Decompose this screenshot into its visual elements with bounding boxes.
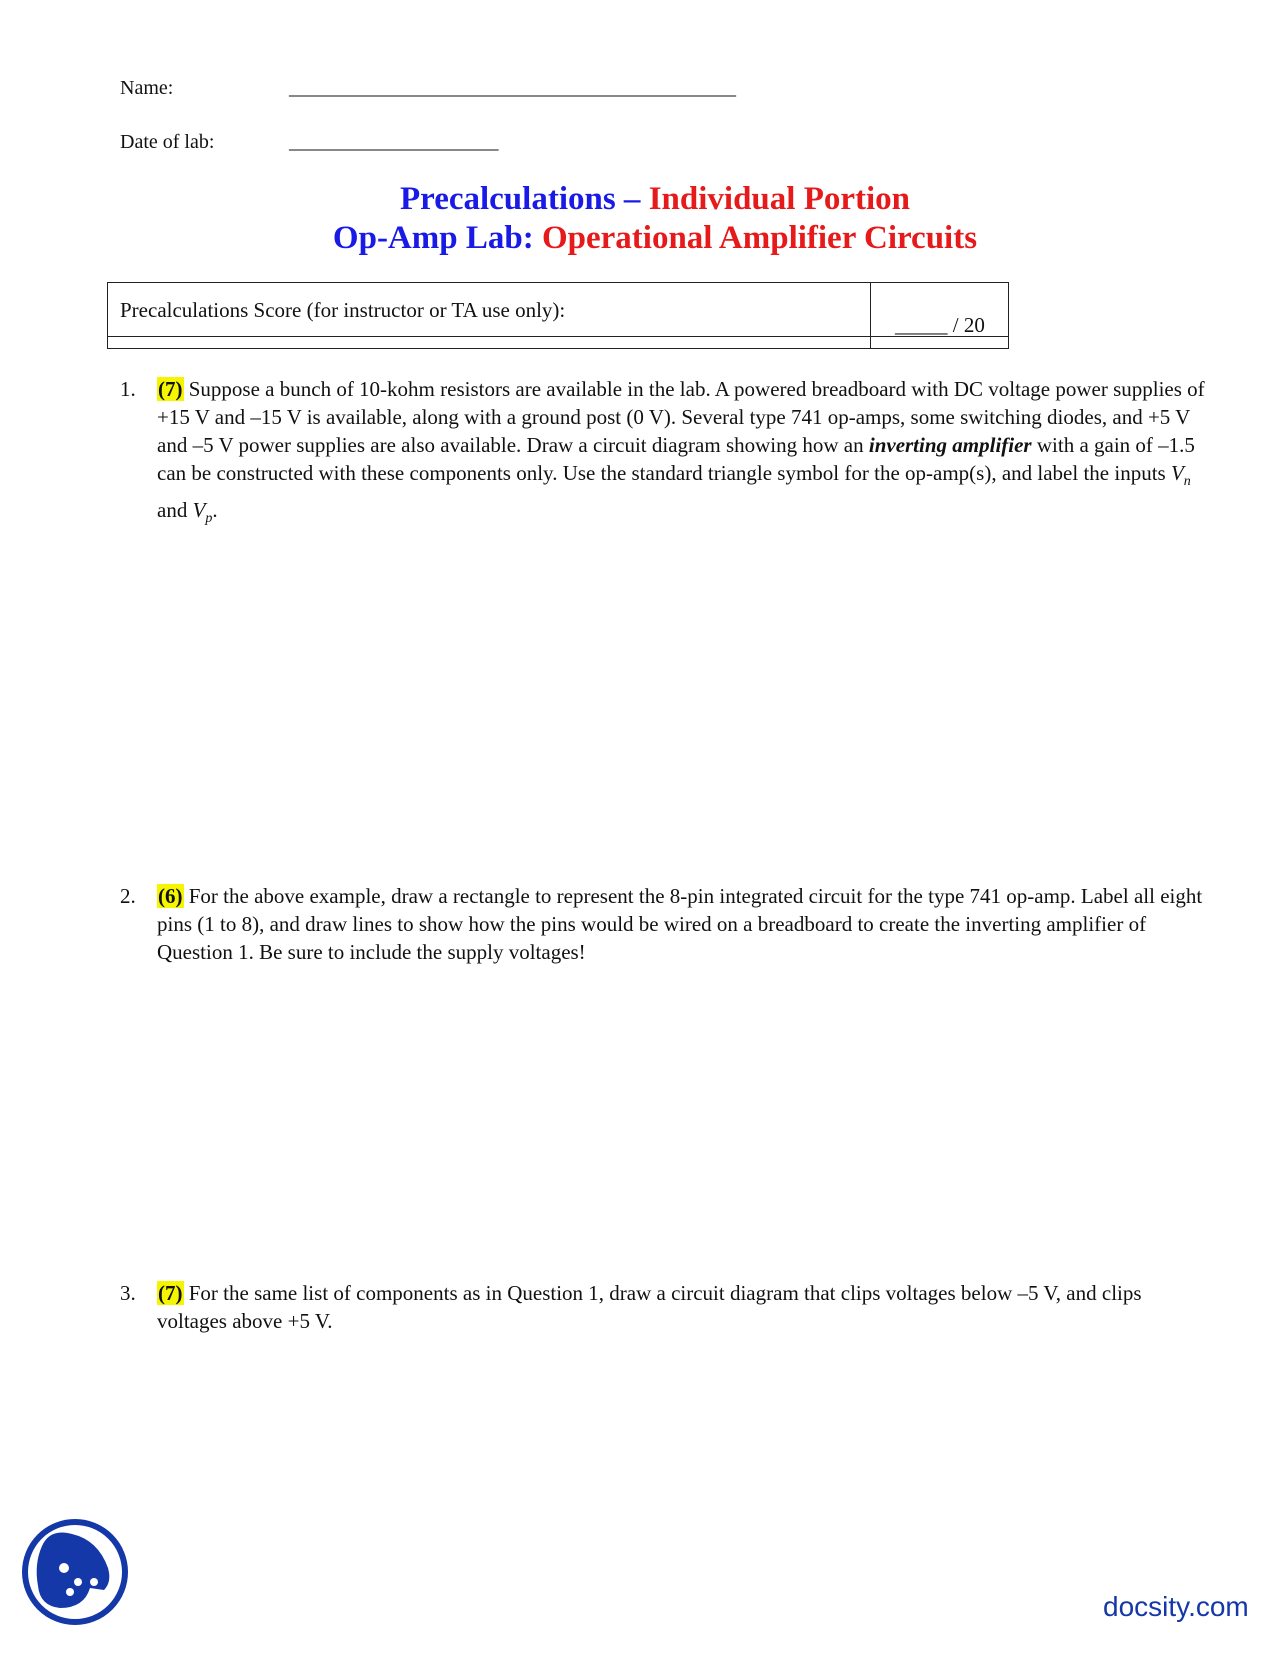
- question-1-text: [157, 375, 1207, 533]
- title-individual-portion: Individual Portion: [648, 181, 911, 217]
- question-1-sub-p: p: [205, 511, 213, 527]
- question-1-body-b: with a gain of –1.5 can be constructed with these components only. Use the standard triangle symbol for the op-amp(s), and label the inputs: [157, 433, 1195, 485]
- title-precalculations: Precalculations –: [399, 181, 641, 217]
- name-label: Name:: [120, 77, 174, 99]
- question-1-var-n: V: [1170, 461, 1184, 485]
- title-line-1: [0, 179, 1280, 219]
- question-1-emphasis: inverting amplifier: [868, 433, 1032, 457]
- name-blank-line[interactable]: _______________________________________________: [289, 77, 736, 99]
- question-2-body: For the above example, draw a rectangle to represent the 8-pin integrated circuit for the type 741 op-amp. Label all eight pins (1 to 8), and draw lines to show how the pins would be wired on a breadboard to create the inverting amplifier of Question 1. Be sure to include the supply voltages!: [157, 884, 1203, 964]
- question-1-and: and: [157, 498, 188, 523]
- title-line-2: [0, 218, 1280, 258]
- date-blank-line[interactable]: ______________________: [289, 131, 498, 153]
- question-2-text: [157, 882, 1207, 966]
- question-1-var-p: V: [192, 498, 206, 523]
- question-3-text: [157, 1279, 1207, 1335]
- question-3-body: For the same list of components as in Question 1, draw a circuit diagram that clips voltages below –5 V, and clips voltages above +5 V.: [157, 1281, 1142, 1333]
- question-3-points: (7): [158, 1281, 183, 1305]
- score-table-column-divider: [870, 283, 871, 348]
- docsity-brand-link[interactable]: docsity.com: [1103, 1591, 1249, 1622]
- score-value-field[interactable]: _____ / 20: [895, 313, 985, 337]
- question-2-points: (6): [158, 884, 183, 908]
- question-1-sub-n: n: [1183, 474, 1191, 490]
- score-label: Precalculations Score (for instructor or TA use only):: [120, 298, 566, 322]
- question-1-number: 1.: [120, 377, 136, 401]
- docsity-logo-icon[interactable]: [20, 1516, 130, 1628]
- title-op-amp-lab: Op-Amp Lab:: [332, 220, 534, 256]
- question-3-number: 3.: [120, 1281, 136, 1305]
- date-label: Date of lab:: [120, 131, 215, 153]
- score-table: [107, 282, 1009, 349]
- question-1-end: .: [212, 498, 218, 523]
- question-2-number: 2.: [120, 884, 136, 908]
- score-table-divider: [108, 336, 1008, 337]
- question-1-points: (7): [158, 377, 183, 401]
- question-1-body-a: Suppose a bunch of 10-kohm resistors are available in the lab. A powered breadboard with DC voltage power supplies of +15 V and –15 V is available, along with a ground post (0 V). Several type 741 op-amps, some switching diodes, and +5 V and –5 V power supplies are also available. Draw a circuit diagram showing how an: [157, 377, 1205, 457]
- title-operational-amplifier-circuits: Operational Amplifier Circuits: [541, 220, 978, 256]
